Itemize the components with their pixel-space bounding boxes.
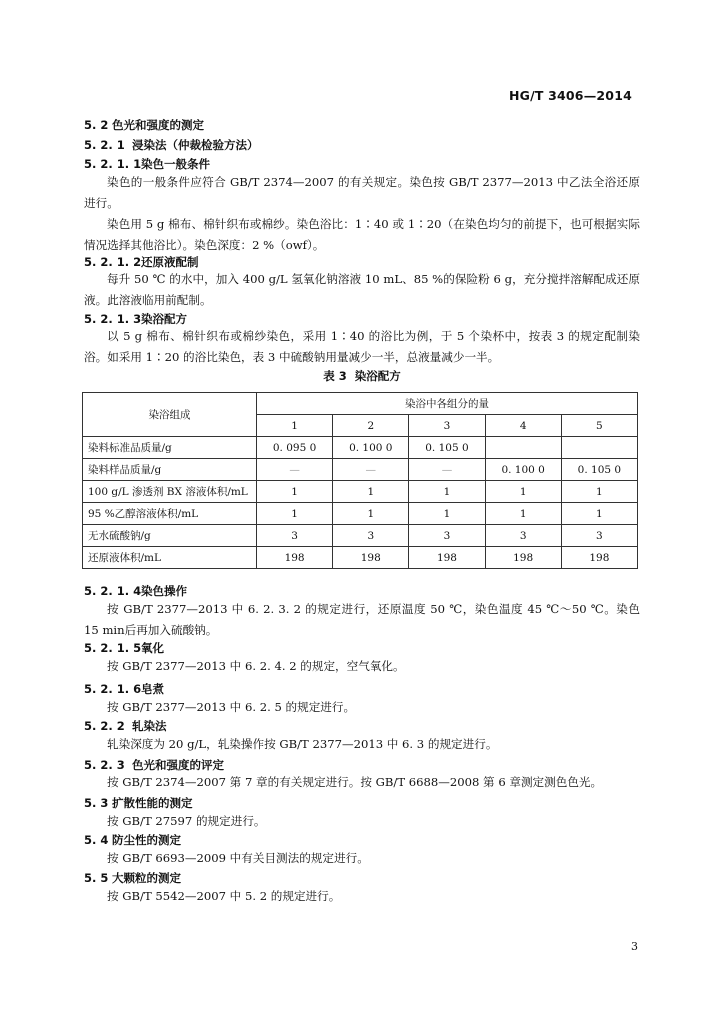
paragraph-5-4: 按 GB/T 6693—2009 中有关目测法的规定进行。 — [107, 851, 369, 865]
table-cell: 1 — [333, 503, 409, 525]
column-number: 4 — [485, 415, 561, 437]
heading-number: 5. 2. 1. 2 — [84, 255, 142, 269]
table-cell: 0. 100 0 — [485, 459, 561, 481]
column-number: 5 — [561, 415, 637, 437]
table-caption-number: 表 3 — [323, 369, 347, 383]
table-header-row — [83, 393, 638, 415]
heading-title: 染色一般条件 — [141, 157, 210, 171]
heading-number: 5. 2. 1. 6 — [84, 682, 142, 696]
paragraph-5-3: 按 GB/T 27597 的规定进行。 — [107, 814, 266, 828]
heading-title: 轧染法 — [132, 719, 167, 733]
heading-5-4 — [84, 832, 181, 848]
heading-5-2-1 — [84, 137, 259, 153]
table-cell: 1 — [561, 503, 637, 525]
table-row — [83, 459, 638, 481]
heading-5-2-3 — [84, 757, 224, 773]
paragraph-5-2-1-3: 以 5 g 棉布、棉针织布或棉纱染色，采用 1∶40 的浴比为例，于 5 个染杯中，按表 3 的规定配制染浴。如采用 1∶20 的浴比染色，表 3 中硫酸钠用量减少一半，总液量减少一半。 — [84, 329, 640, 364]
paragraph-5-2-3: 按 GB/T 2374—2007 第 7 章的有关规定进行。按 GB/T 6688—2008 第 6 章测定测色色光。 — [107, 775, 603, 789]
heading-title: 色光和强度的测定 — [112, 118, 204, 132]
paragraph-5-2-1-1-b: 染色用 5 g 棉布、棉针织布或棉纱。染色浴比：1∶40 或 1∶20（在染色均匀的前提下，也可根据实际情况选择其他浴比）。染色深度：2 %（owf）。 — [84, 217, 640, 252]
table-row — [83, 525, 638, 547]
table-cell: 1 — [561, 481, 637, 503]
paragraph-5-2-1-1-a: 染色的一般条件应符合 GB/T 2374—2007 的有关规定。染色按 GB/T 2377—2013 中乙法全浴还原进行。 — [84, 175, 640, 210]
table-cell: 3 — [257, 525, 333, 547]
table-3-caption — [0, 368, 724, 384]
heading-title: 染色操作 — [141, 584, 187, 598]
table-cell: 0. 095 0 — [257, 437, 333, 459]
heading-number: 5. 2. 1. 1 — [84, 157, 142, 171]
paragraph-5-2-1-6: 按 GB/T 2377—2013 中 6. 2. 5 的规定进行。 — [107, 700, 356, 714]
heading-title: 扩散性能的测定 — [112, 796, 193, 810]
table-cell: 198 — [257, 547, 333, 569]
heading-title: 染浴配方 — [141, 312, 187, 326]
heading-5-5 — [84, 870, 181, 886]
heading-number: 5. 4 — [84, 833, 109, 847]
heading-number: 5. 2. 1. 4 — [84, 584, 142, 598]
table-cell: 0. 105 0 — [409, 437, 485, 459]
table-cell: 1 — [333, 481, 409, 503]
row-label: 染料标准品质量/g — [83, 437, 257, 459]
heading-title: 还原液配制 — [141, 255, 199, 269]
table-cell: — — [333, 459, 409, 481]
row-header-cell: 染浴组成 — [83, 393, 257, 437]
table-cell: — — [257, 459, 333, 481]
table-cell: 3 — [561, 525, 637, 547]
table-cell: 0. 105 0 — [561, 459, 637, 481]
page-number: 3 — [631, 940, 638, 953]
heading-title: 大颗粒的测定 — [112, 871, 181, 885]
table-cell: 198 — [561, 547, 637, 569]
table-cell: 3 — [333, 525, 409, 547]
heading-5-3 — [84, 795, 193, 811]
paragraph-5-2-1-5: 按 GB/T 2377—2013 中 6. 2. 4. 2 的规定，空气氧化。 — [107, 659, 405, 673]
row-label: 95 %乙醇溶液体积/mL — [83, 503, 257, 525]
column-number: 1 — [257, 415, 333, 437]
heading-title: 色光和强度的评定 — [132, 758, 224, 772]
column-number: 3 — [409, 415, 485, 437]
table-row — [83, 481, 638, 503]
table-row — [83, 503, 638, 525]
row-label: 无水硫酸钠/g — [83, 525, 257, 547]
standard-code: HG/T 3406—2014 — [508, 88, 632, 103]
paragraph-5-2-1-2: 每升 50 ℃ 的水中，加入 400 g/L 氢氧化钠溶液 10 mL、85 %的保险粉 6 g，充分搅拌溶解配成还原液。此溶液临用前配制。 — [84, 272, 640, 307]
row-label: 100 g/L 渗透剂 BX 溶液体积/mL — [83, 481, 257, 503]
table-cell: 3 — [409, 525, 485, 547]
table-cell: 198 — [409, 547, 485, 569]
heading-5-2-1-1 — [84, 156, 210, 172]
heading-title: 皂煮 — [141, 682, 164, 696]
heading-title: 防尘性的测定 — [112, 833, 181, 847]
table-cell: 198 — [333, 547, 409, 569]
heading-number: 5. 2 — [84, 118, 109, 132]
heading-number: 5. 2. 1. 3 — [84, 312, 142, 326]
heading-5-2-1-5 — [84, 640, 164, 656]
heading-number: 5. 3 — [84, 796, 109, 810]
table-cell: 0. 100 0 — [333, 437, 409, 459]
table-cell: 1 — [485, 503, 561, 525]
group-header-cell: 染浴中各组分的量 — [257, 393, 638, 415]
heading-title: 浸染法（仲裁检验方法） — [132, 138, 259, 152]
heading-number: 5. 2. 1. 5 — [84, 641, 142, 655]
dye-bath-table — [82, 392, 638, 569]
table-row — [83, 437, 638, 459]
table-cell: 198 — [485, 547, 561, 569]
heading-number: 5. 2. 2 — [84, 719, 125, 733]
table-row — [83, 547, 638, 569]
table-cell: 1 — [485, 481, 561, 503]
heading-5-2-1-3 — [84, 311, 187, 327]
table-cell: — — [409, 459, 485, 481]
heading-5-2-2 — [84, 718, 167, 734]
heading-5-2 — [84, 117, 204, 133]
paragraph-5-2-1-4: 按 GB/T 2377—2013 中 6. 2. 3. 2 的规定进行，还原温度 50 ℃，染色温度 45 ℃～50 ℃。染色 15 min后再加入硫酸钠。 — [84, 602, 640, 637]
paragraph-5-2-2: 轧染深度为 20 g/L，轧染操作按 GB/T 2377—2013 中 6. 3 的规定进行。 — [107, 737, 498, 751]
table-cell: 1 — [257, 481, 333, 503]
heading-number: 5. 2. 1 — [84, 138, 125, 152]
heading-number: 5. 5 — [84, 871, 109, 885]
heading-5-2-1-4 — [84, 583, 187, 599]
row-label: 还原液体积/mL — [83, 547, 257, 569]
table-caption-title: 染浴配方 — [354, 369, 401, 383]
heading-5-2-1-6 — [84, 681, 164, 697]
table-cell: 1 — [257, 503, 333, 525]
paragraph-5-5: 按 GB/T 5542—2007 中 5. 2 的规定进行。 — [107, 889, 341, 903]
row-label: 染料样品质量/g — [83, 459, 257, 481]
column-number: 2 — [333, 415, 409, 437]
heading-5-2-1-2 — [84, 254, 199, 270]
table-cell: 1 — [409, 503, 485, 525]
table-cell — [485, 437, 561, 459]
table-cell: 1 — [409, 481, 485, 503]
table-cell: 3 — [485, 525, 561, 547]
heading-number: 5. 2. 3 — [84, 758, 125, 772]
table-cell — [561, 437, 637, 459]
heading-title: 氧化 — [141, 641, 164, 655]
